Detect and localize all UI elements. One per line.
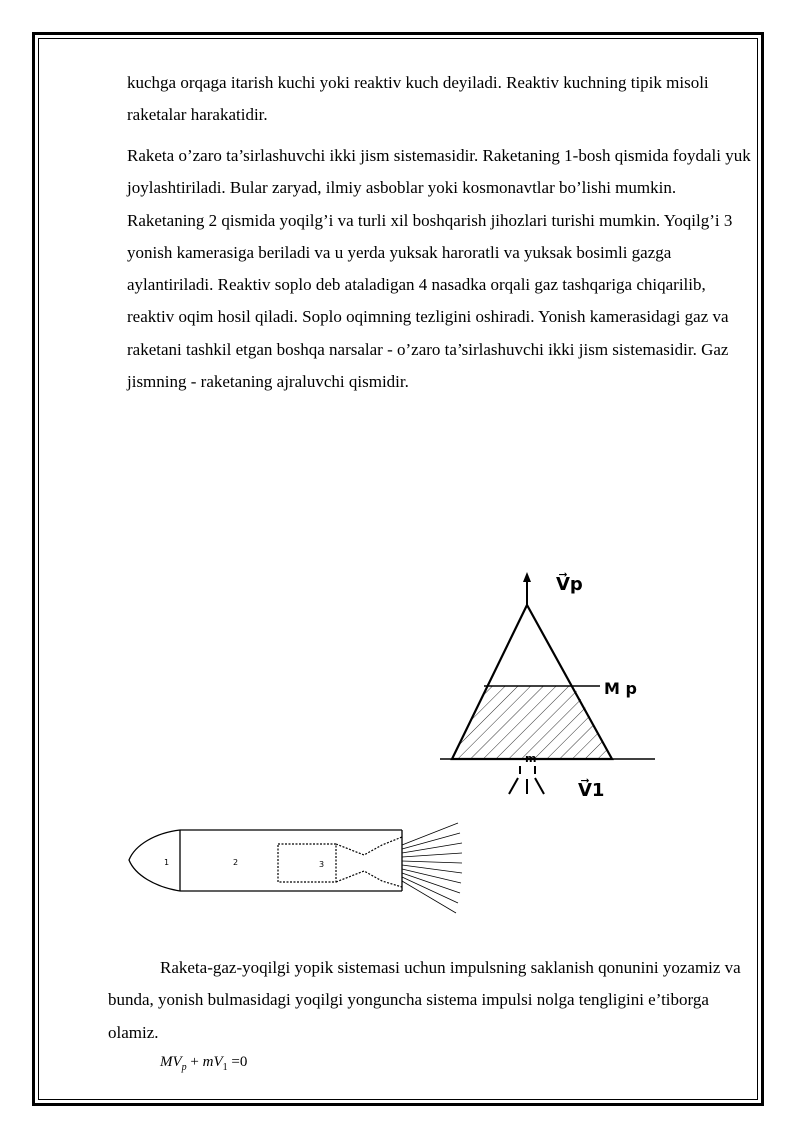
rocket-nozzle bbox=[336, 837, 402, 887]
formula-plus: + bbox=[190, 1054, 199, 1070]
rocket-momentum-diagram bbox=[440, 560, 670, 800]
rocket-nose-cone bbox=[129, 830, 180, 891]
paragraph-conclusion-text: Raketa-gaz-yoqilgi yopik sistemasi uchun impulsning saklanish qonunini yozamiz va bunda, yonish bulmasidagi yoqilgi yonguncha sistema impulsi nolga tengligini e’tiborga olamiz. bbox=[108, 958, 741, 1042]
combustion-chamber bbox=[278, 844, 336, 882]
fuel-hatch-area bbox=[440, 686, 670, 766]
paragraph-conclusion bbox=[108, 952, 748, 1049]
exhaust-stroke bbox=[535, 778, 544, 794]
label-mass-rocket: M p bbox=[604, 679, 637, 698]
label-mass-gas: m bbox=[525, 752, 537, 765]
formula-equals: =0 bbox=[231, 1054, 248, 1070]
formula-term2: mV bbox=[202, 1054, 223, 1070]
label-velocity-gas: V⃗1 bbox=[578, 780, 605, 800]
formula-term2-sub: 1 bbox=[222, 1062, 228, 1073]
exhaust-stroke bbox=[509, 778, 518, 794]
formula-term1: MV bbox=[160, 1054, 182, 1070]
rocket-structure-diagram bbox=[120, 815, 470, 920]
label-velocity-rocket: V⃗p bbox=[556, 574, 583, 595]
momentum-formula bbox=[160, 1054, 247, 1073]
rocket-section-label: 1 bbox=[164, 858, 170, 867]
paragraph-intro: kuchga orqaga itarish kuchi yoki reaktiv kuch deyiladi. Reaktiv kuchning tipik misoli raketalar harakatidir. bbox=[127, 73, 709, 125]
formula-term1-sub: p bbox=[181, 1062, 187, 1073]
exhaust-rays bbox=[402, 823, 462, 913]
rocket-section-label: 3 bbox=[319, 860, 325, 869]
paragraph-body: Raketa o’zaro ta’sirlashuvchi ikki jism sistemasidir. Raketaning 1-bosh qismida foydali yuk joylashtiriladi. Bular zaryad, ilmiy asboblar yoki kosmonavtlar bo’lishi mumkin. Raketaning 2 qismida yoqilg’i va turli xil boshqarish jihozlari turishi mumkin. Yoqilg’i 3 yonish kamerasiga beriladi va u yerda yuksak haroratli va yuksak bosimli gazga aylantiriladi. Reaktiv soplo deb ataladigan 4 nasadka orqali gaz tashqariga chiqarilib, reaktiv oqim hosil qiladi. Soplo oqimning tezligini oshiradi. Yonish kamerasidagi gaz va raketani tashkil etgan boshqa narsalar - o’zaro ta’sirlashuvchi ikki jism sistemasidir. Gaz jismning - raketaning ajraluvchi qismidir. bbox=[127, 146, 751, 392]
arrowhead-up-icon bbox=[523, 572, 531, 582]
rocket-section-label: 2 bbox=[233, 858, 239, 867]
